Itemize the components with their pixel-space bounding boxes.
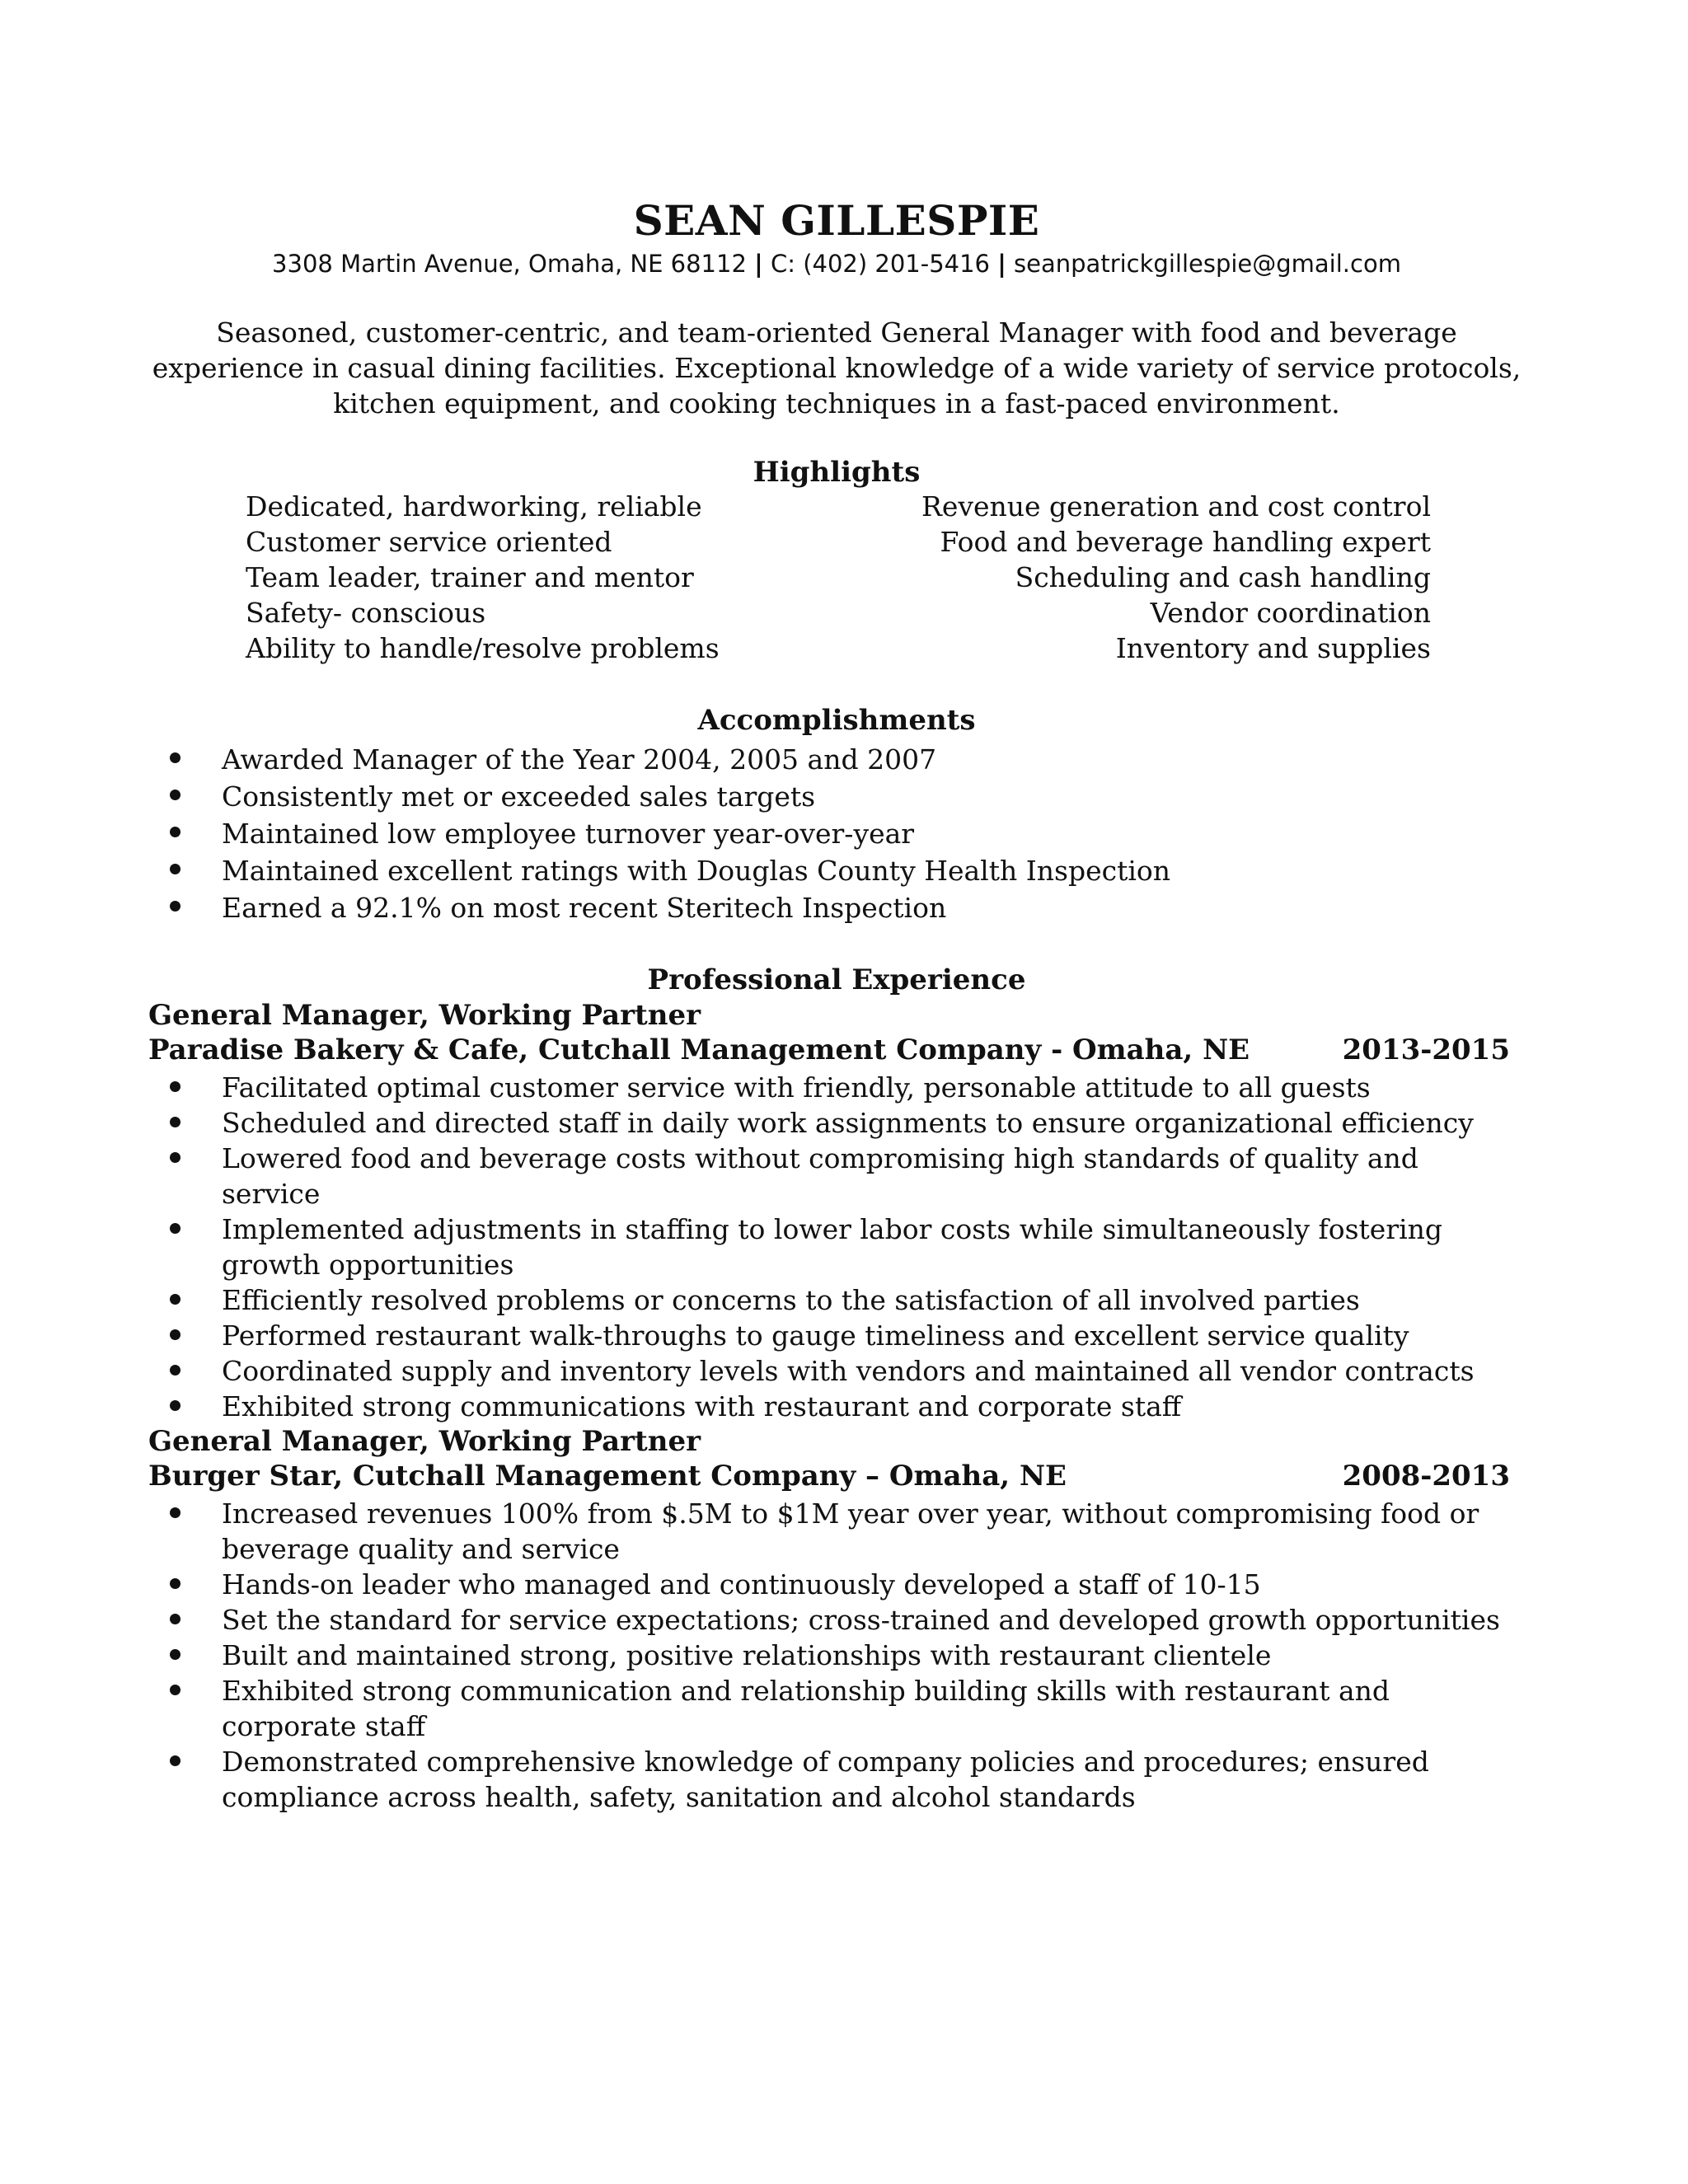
list-item-text: Set the standard for service expectations; cross-trained and developed growth opportunities	[222, 1604, 1500, 1636]
list-item-text: Exhibited strong communication and relationship building skills with restaurant and corporate staff	[222, 1675, 1390, 1742]
highlight-item: Team leader, trainer and mentor	[246, 561, 694, 593]
list-item-text: Efficiently resolved problems or concerns to the satisfaction of all involved parties	[222, 1284, 1360, 1316]
job-duties-list	[0, 1496, 1516, 1815]
applicant-name: SEAN GILLESPIE	[633, 196, 1040, 245]
bullet-icon	[170, 864, 181, 874]
list-item	[0, 1744, 1516, 1815]
list-item	[0, 1389, 1516, 1424]
job-company: Paradise Bakery & Cafe, Cutchall Management Company - Omaha, NE	[148, 1033, 1250, 1066]
list-item-text: Coordinated supply and inventory levels with vendors and maintained all vendor contracts	[222, 1355, 1475, 1387]
experience-heading: Professional Experience	[647, 963, 1026, 996]
list-item-text: Facilitated optimal customer service with friendly, personable attitude to all guests	[222, 1071, 1371, 1104]
contact-line	[0, 247, 1673, 280]
list-item	[0, 1282, 1516, 1318]
bullet-icon	[170, 1294, 181, 1305]
highlight-item: Revenue generation and cost control	[921, 490, 1431, 523]
bullet-icon	[170, 1400, 181, 1411]
highlights-left-column	[246, 489, 720, 666]
list-item	[0, 1318, 1516, 1353]
summary-paragraph: Seasoned, customer-centric, and team-oriented General Manager with food and beverage experience in casual dining facilities. Exceptional knowledge of a wide variety of service protocols, kitchen equipment, and cooking techniques in a fast-paced environment.	[152, 316, 1522, 419]
bullet-icon	[170, 790, 181, 800]
bullet-icon	[170, 1649, 181, 1660]
bullet-icon	[170, 1329, 181, 1340]
email: seanpatrickgillespie@gmail.com	[1014, 250, 1401, 278]
job-title: General Manager, Working Partner	[148, 999, 701, 1032]
highlights-heading: Highlights	[753, 456, 921, 489]
list-item-text: Maintained low employee turnover year-over-year	[222, 818, 915, 850]
job-dates: 2013-2015	[1342, 1033, 1510, 1066]
list-item-text: Hands-on leader who managed and continuously developed a staff of 10-15	[222, 1568, 1261, 1601]
list-item-text: Implemented adjustments in staffing to lower labor costs while simultaneously fostering growth opportunities	[222, 1213, 1443, 1281]
accomplishments-list	[0, 741, 1516, 926]
bullet-icon	[170, 1223, 181, 1234]
list-item	[0, 1070, 1516, 1105]
list-item	[0, 1496, 1516, 1567]
highlight-item: Scheduling and cash handling	[1015, 561, 1431, 593]
list-item	[0, 815, 1516, 852]
list-item	[0, 889, 1516, 926]
bullet-icon	[170, 1152, 181, 1163]
list-item	[0, 1212, 1516, 1282]
highlight-item: Inventory and supplies	[1115, 632, 1431, 664]
contact-separator: |	[754, 250, 763, 278]
list-item	[0, 778, 1516, 815]
job-duties-list	[0, 1070, 1516, 1424]
list-item	[0, 1673, 1516, 1744]
list-item-text: Demonstrated comprehensive knowledge of company policies and procedures; ensured compliance across health, safety, sanitation and alcohol standards	[222, 1746, 1429, 1813]
list-item	[0, 852, 1516, 889]
bullet-icon	[170, 901, 181, 912]
highlight-item: Vendor coordination	[1150, 597, 1431, 629]
list-item-text: Built and maintained strong, positive relationships with restaurant clientele	[222, 1639, 1272, 1671]
list-item-text: Increased revenues 100% from $.5M to $1M year over year, without compromising food or beverage quality and service	[222, 1497, 1479, 1565]
list-item	[0, 1353, 1516, 1389]
bullet-icon	[170, 1081, 181, 1092]
bullet-icon	[170, 1685, 181, 1695]
highlight-item: Safety- conscious	[246, 597, 486, 629]
list-item-text: Earned a 92.1% on most recent Steritech Inspection	[222, 892, 947, 924]
bullet-icon	[170, 1755, 181, 1766]
accomplishments-heading: Accomplishments	[697, 704, 976, 737]
job-title: General Manager, Working Partner	[148, 1425, 701, 1458]
job-dates: 2008-2013	[1342, 1460, 1510, 1493]
bullet-icon	[170, 1578, 181, 1589]
list-item-text: Lowered food and beverage costs without compromising high standards of quality and service	[222, 1142, 1418, 1210]
list-item	[0, 1567, 1516, 1602]
list-item	[0, 1638, 1516, 1673]
bullet-icon	[170, 1507, 181, 1518]
list-item	[0, 1602, 1516, 1638]
bullet-icon	[170, 752, 181, 763]
list-item	[0, 741, 1516, 778]
highlight-item: Customer service oriented	[246, 526, 612, 558]
list-item-text: Consistently met or exceeded sales targets	[222, 780, 816, 813]
list-item	[0, 1105, 1516, 1141]
list-item-text: Awarded Manager of the Year 2004, 2005 and 2007	[222, 743, 937, 776]
list-item-text: Maintained excellent ratings with Douglas County Health Inspection	[222, 855, 1171, 887]
contact-separator: |	[997, 250, 1006, 278]
highlight-item: Ability to handle/resolve problems	[246, 632, 720, 664]
highlight-item: Dedicated, hardworking, reliable	[246, 490, 702, 523]
job-company: Burger Star, Cutchall Management Company – Omaha, NE	[148, 1460, 1067, 1493]
highlight-item: Food and beverage handling expert	[940, 526, 1431, 558]
bullet-icon	[170, 827, 181, 837]
bullet-icon	[170, 1365, 181, 1376]
list-item	[0, 1141, 1516, 1212]
phone: C: (402) 201-5416	[770, 250, 991, 278]
list-item-text: Performed restaurant walk-throughs to gauge timeliness and excellent service quality	[222, 1319, 1409, 1352]
bullet-icon	[170, 1117, 181, 1127]
list-item-text: Exhibited strong communications with restaurant and corporate staff	[222, 1390, 1182, 1422]
highlights-right-column	[921, 489, 1431, 666]
bullet-icon	[170, 1614, 181, 1624]
address: 3308 Martin Avenue, Omaha, NE 68112	[272, 250, 747, 278]
list-item-text: Scheduled and directed staff in daily work assignments to ensure organizational efficiency	[222, 1107, 1474, 1139]
